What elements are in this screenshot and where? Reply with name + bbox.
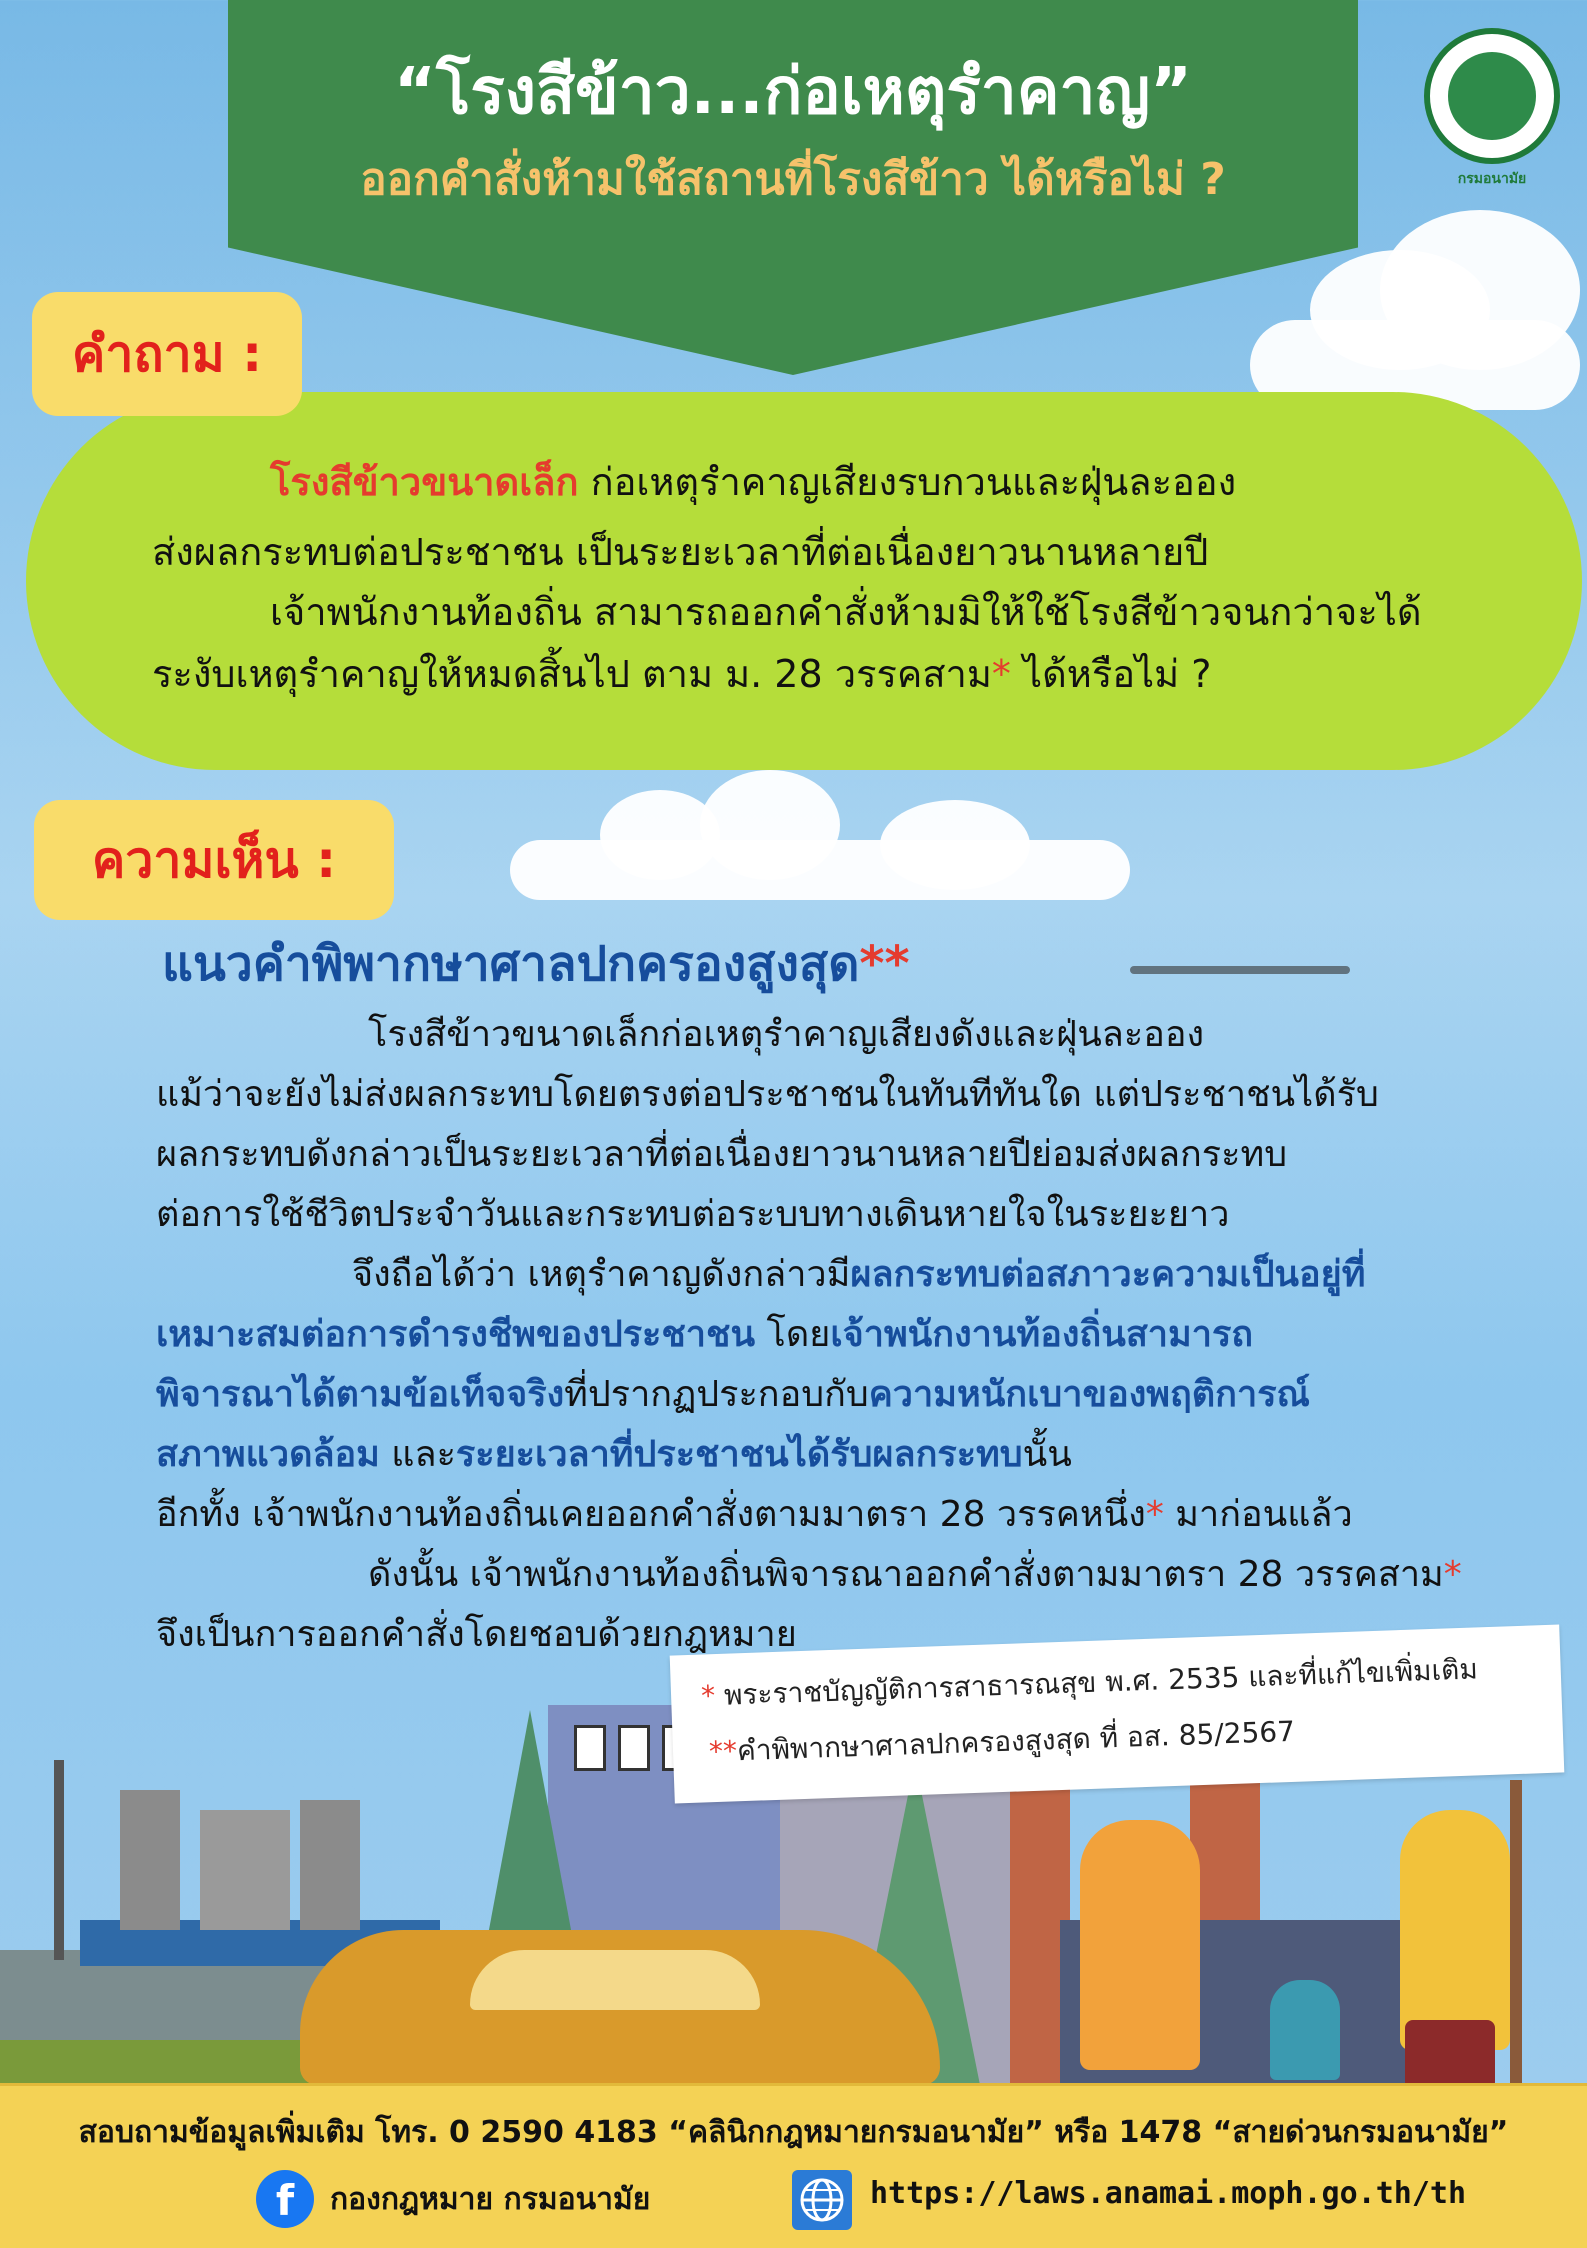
opinion-line: จึงเป็นการออกคำสั่งโดยชอบด้วยกฎหมาย: [156, 1614, 797, 1655]
opinion-tag: ความเห็น :: [34, 800, 394, 920]
footnote-text: พระราชบัญญัติการสาธารณสุข พ.ศ. 2535 และที่แก้ไขเพิ่มเติม: [714, 1652, 1479, 1713]
footnote-mark: *: [700, 1679, 716, 1713]
opinion-text: อีกทั้ง เจ้าพนักงานท้องถิ่นเคยออกคำสั่งตามมาตรา 28 วรรคหนึ่ง: [156, 1494, 1146, 1535]
opinion-emphasis: สภาพแวดล้อม: [156, 1434, 380, 1475]
page-title: “โรงสีข้าว...ก่อเหตุรำคาญ”: [393, 55, 1193, 129]
opinion-line: [156, 1370, 1310, 1420]
opinion-line: ผลกระทบดังกล่าวเป็นระยะเวลาที่ต่อเนื่องยาวนานหลายปีย่อมส่งผลกระทบ: [156, 1134, 1288, 1175]
opinion-emphasis: พิจารณาได้ตามข้อเท็จจริง: [156, 1374, 565, 1415]
bare-tree: [1510, 1780, 1522, 2085]
opinion-text: ดังนั้น เจ้าพนักงานท้องถิ่นพิจารณาออกคำสั่งตามมาตรา 28 วรรคสาม: [368, 1554, 1444, 1595]
footnote-mark: **: [708, 1734, 738, 1769]
opinion-emphasis: เหมาะสมต่อการดำรงชีพของประชาชน: [156, 1314, 756, 1355]
logo-label: กรมอนามัย: [1457, 171, 1527, 187]
building-window: [574, 1725, 606, 1771]
footnote-mark: **: [859, 936, 910, 992]
opinion-text: ที่ปรากฏประกอบกับ: [564, 1374, 869, 1415]
rice-mill-tower: [300, 1800, 360, 1930]
person-woman: [1080, 1820, 1200, 2070]
opinion-text: และ: [379, 1434, 456, 1475]
question-line: [0, 586, 1587, 638]
page-subtitle: ออกคำสั่งห้ามใช้สถานที่โรงสีข้าว ได้หรือไม่ ?: [360, 154, 1226, 205]
opinion-line: [368, 1550, 1462, 1600]
person-child: [1270, 1980, 1340, 2080]
opinion-text: โดย: [755, 1314, 831, 1355]
footnote-mark: *: [1443, 1554, 1462, 1595]
opinion-heading-text: แนวคำพิพากษาศาลปกครองสูงสุด: [162, 936, 860, 992]
opinion-text: มาก่อนแล้ว: [1163, 1494, 1353, 1535]
opinion-line: โรงสีข้าวขนาดเล็กก่อเหตุรำคาญเสียงดังและฝุ่นละออง: [368, 1014, 1205, 1055]
person-man: [1400, 1810, 1510, 2050]
opinion-emphasis: เจ้าพนักงานท้องถิ่นสามารถ: [830, 1314, 1254, 1355]
rice-mill-tower: [200, 1810, 290, 1930]
question-line: [0, 456, 1587, 508]
opinion-heading: [162, 934, 910, 994]
footnote-mark: *: [991, 652, 1011, 696]
question-panel: [26, 392, 1582, 770]
opinion-text: นั้น: [1022, 1434, 1072, 1475]
question-text: ส่งผลกระทบต่อประชาชน เป็นระยะเวลาที่ต่อเนื่องยาวนานหลายปี: [152, 530, 1209, 574]
facebook-link[interactable]: กองกฎหมาย กรมอนามัย: [330, 2182, 651, 2217]
rice-mill-tower: [120, 1790, 180, 1930]
building-window: [618, 1725, 650, 1771]
website-link[interactable]: https://laws.anamai.moph.go.th/th: [870, 2176, 1467, 2211]
question-text: ได้หรือไม่ ?: [1010, 652, 1212, 696]
cloud: [880, 800, 1030, 890]
globe-icon[interactable]: [792, 2170, 852, 2230]
heading-underline: [1130, 966, 1350, 974]
opinion-emphasis: ความหนักเบาของพฤติการณ์: [868, 1374, 1310, 1415]
opinion-line: [352, 1250, 1366, 1300]
question-text: ก่อเหตุรำคาญเสียงรบกวนและฝุ่นละออง: [578, 460, 1237, 504]
rice-mill-tower: [54, 1760, 64, 1960]
caduceus-icon: [1448, 52, 1536, 140]
car-window: [470, 1950, 760, 2010]
contact-info: สอบถามข้อมูลเพิ่มเติม โทร. 0 2590 4183 “คลินิกกฎหมายกรมอนามัย” หรือ 1478 “สายด่วนกรมอนามัย”: [78, 2115, 1509, 2150]
footnote-text: คำพิพากษาศาลปกครองสูงสุด ที่ อส. 85/2567: [736, 1714, 1296, 1768]
footnote-mark: *: [1145, 1494, 1164, 1535]
question-line: [0, 648, 1587, 700]
opinion-emphasis: ผลกระทบต่อสภาวะความเป็นอยู่ที่: [850, 1254, 1366, 1295]
question-text: เจ้าพนักงานท้องถิ่น สามารถออกคำสั่งห้ามมิให้ใช้โรงสีข้าวจนกว่าจะได้: [270, 590, 1422, 634]
cloud: [510, 840, 1130, 900]
opinion-emphasis: ระยะเวลาที่ประชาชนได้รับผลกระทบ: [455, 1434, 1023, 1475]
facebook-icon[interactable]: f: [256, 2170, 314, 2228]
question-tag: คำถาม :: [32, 292, 302, 416]
opinion-line: แม้ว่าจะยังไม่ส่งผลกระทบโดยตรงต่อประชาชนในทันทีทันใด แต่ประชาชนได้รับ: [156, 1074, 1379, 1115]
question-text: ระงับเหตุรำคาญให้หมดสิ้นไป ตาม ม. 28 วรรคสาม: [152, 652, 992, 696]
opinion-text: จึงถือได้ว่า เหตุรำคาญดังกล่าวมี: [352, 1254, 851, 1295]
suitcase-icon: [1405, 2020, 1495, 2090]
opinion-line: [156, 1430, 1072, 1480]
opinion-line: [156, 1490, 1353, 1540]
footnote-1: [700, 1647, 1478, 1718]
opinion-line: [156, 1310, 1253, 1360]
opinion-line: ต่อการใช้ชีวิตประจำวันและกระทบต่อระบบทางเดินหายใจในระยะยาว: [156, 1194, 1230, 1235]
footnote-box: [670, 1625, 1565, 1804]
question-line: [0, 526, 1587, 578]
question-highlight: โรงสีข้าวขนาดเล็ก: [270, 460, 579, 504]
footnote-2: [708, 1710, 1295, 1774]
